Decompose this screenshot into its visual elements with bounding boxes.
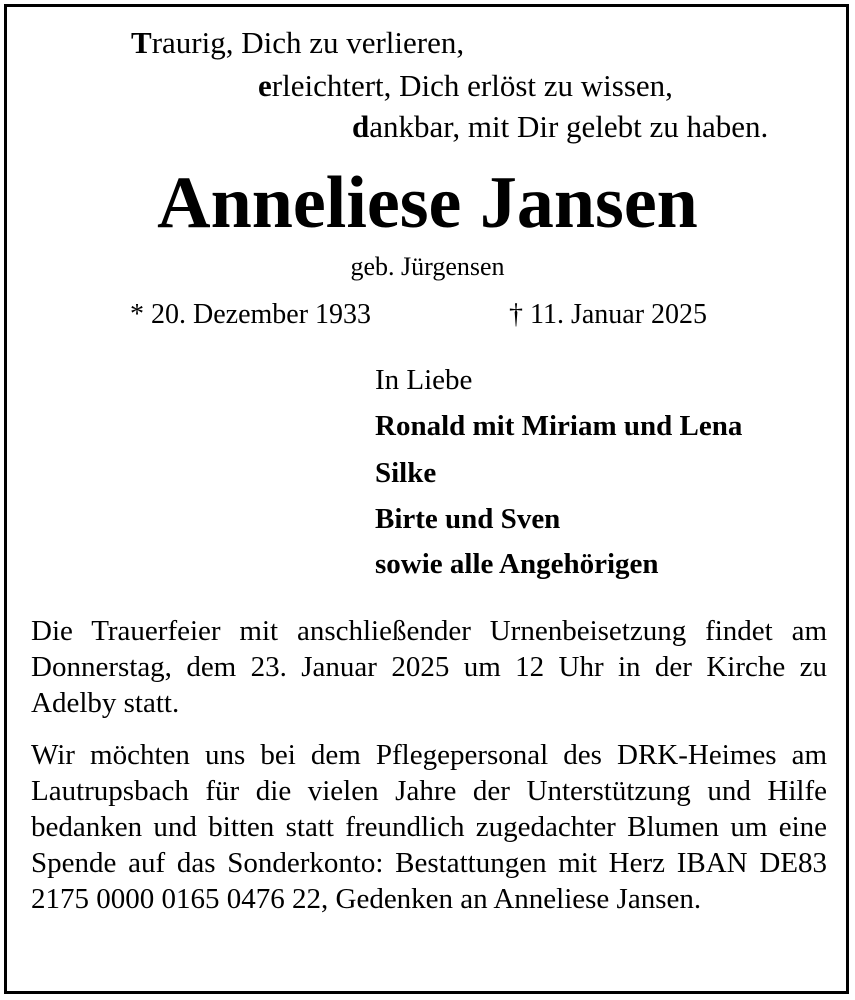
death-date: † 11. Januar 2025	[509, 299, 708, 330]
poem-line-2	[258, 68, 673, 104]
poem-initial: d	[352, 109, 370, 144]
poem-text: rleichtert, Dich erlöst zu wissen,	[271, 68, 673, 103]
thanks-paragraph: Wir möchten uns bei dem Pflegepersonal des DRK-Heimes am Lautrupsbach für die vielen Jahre der Unterstützung und Hilfe bedanken und bitten statt freundlich zugedachter Blumen um eine Spende auf das Sonderkonto: Bestattungen mit Herz IBAN DE83 2175 0000 0165 0476 22, Gedenken an Anneliese Jansen.	[31, 739, 827, 915]
mourners-intro: In Liebe	[375, 364, 473, 396]
mourner-name: sowie alle Angehörigen	[375, 548, 659, 580]
mourner-name: Ronald mit Miriam und Lena	[375, 410, 743, 442]
poem-text: raurig, Dich zu verlieren,	[151, 25, 465, 60]
birth-name: geb. Jürgensen	[350, 252, 505, 281]
poem-initial: e	[258, 68, 272, 103]
poem-text: ankbar, mit Dir gelebt zu haben.	[369, 109, 769, 144]
birth-date: * 20. Dezember 1933	[130, 299, 372, 330]
service-paragraph: Die Trauerfeier mit anschließender Urnenbeisetzung findet am Donnerstag, dem 23. Januar 2025 um 12 Uhr in der Kirche zu Adelby statt.	[31, 615, 827, 719]
poem-line-1	[131, 25, 464, 61]
mourner-name: Silke	[375, 457, 437, 489]
poem-initial: T	[131, 25, 152, 60]
mourner-name: Birte und Sven	[375, 503, 561, 535]
poem-line-3	[352, 109, 768, 145]
deceased-name: Anneliese Jansen	[157, 162, 698, 244]
